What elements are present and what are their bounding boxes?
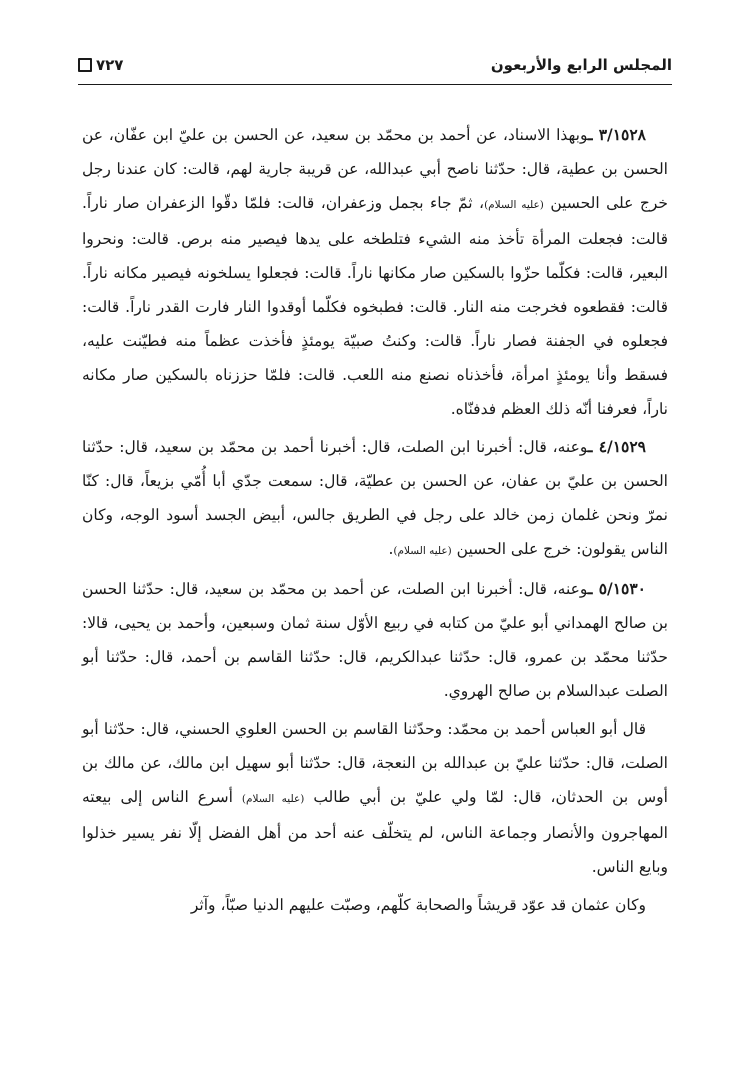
page-number-block <box>78 56 123 74</box>
paragraph-uthman <box>82 888 668 922</box>
page-number: ٧٢٧ <box>96 56 124 74</box>
paragraph-text: ، ثمّ جاء بجمل وزعفران، قالت: فلمّا دقّوا الزعفران صار ناراً. قالت: فجعلت المرأة تأخذ منه الشيء فتلطخه على يدها فيصير منه برص. قالت: ونحروا البعير، قالت: فكلّما حزّوا بالسكين صار مكانها ناراً. قالت: فجعلوا يسلخونه فيصير مكانه ناراً. قالت: فقطعوه فخرجت منه النار. قالت: فطبخوه فكلّما أوقدوا النار فارت القدر ناراً. قالت: فجعلوه في الجفنة فصار ناراً. قالت: وكنتُ صبيّة يومئذٍ فأخذت عظماً منه فطيّنت عليه، فسقط وأنا يومئذٍ امرأة، فأخذناه نصنع منه اللعب. قالت: فلمّا حززناه بالسكين صار مكانه ناراً، فعرفنا أنّه ذلك العظم فدفنّاه. <box>82 194 668 418</box>
paragraph-text: وعنه، قال: أخبرنا ابن الصلت، قال: أخبرنا أحمد بن محمّد بن سعيد، قال: حدّثنا الحسن بن عليّ بن عفان، عن الحسن بن عطيّة، قال: سمعت جدّي أبا أُمّي بزيعاً، قال: كنّا نمرّ ونحن غلمان زمن خالد على رجل في الطريق جالس، أبيض الجسد أسود الوجه، وكان الناس يقولون: خرج على الحسين <box>82 438 668 558</box>
paragraph-text: . <box>388 540 394 558</box>
paragraph-abbas <box>82 712 668 884</box>
paragraph-text: أسرع الناس إلى بيعته المهاجرون والأنصار وجماعة الناس، لم يتخلّف عنه أحد من أهل الفضل إلّا نفر يسير خذلوا وبايع الناس. <box>82 788 668 876</box>
paragraph-1528 <box>82 118 668 426</box>
honorific: (عليه السلام) <box>484 199 544 211</box>
paragraph-text: وبهذا الاسناد، عن أحمد بن محمّد بن سعيد، عن الحسن بن عليّ ابن عفّان، عن الحسن بن عطية، قال: حدّثنا ناصح أبي عبدالله، عن قريبة جارية لهم، قالت: كان عندنا رجل خرج على الحسين <box>82 126 668 212</box>
honorific: (عليه السلام) <box>393 545 452 557</box>
running-header <box>78 50 672 80</box>
hadith-number: ٥/١٥٣٠ ـ <box>587 579 646 598</box>
chapter-title: المجلس الرابع والأربعون <box>490 56 672 74</box>
paragraph-text: وعنه، قال: أخبرنا ابن الصلت، عن أحمد بن محمّد بن سعيد، قال: حدّثنا الحسن بن صالح الهمداني أبو عليّ من كتابه في ربيع الأوّل سنة ثمان وسبعين، وأحمد بن يحيى، قالا: حدّثنا محمّد بن عمرو، قال: حدّثنا عبدالكريم، قال: حدّثنا القاسم بن أحمد، قال: حدّثنا أبو الصلت عبدالسلام بن صالح الهروي. <box>82 580 668 700</box>
honorific: (عليه السلام) <box>241 793 305 805</box>
square-marker-icon <box>78 58 92 72</box>
paragraph-1530 <box>82 572 668 708</box>
hadith-number: ٤/١٥٢٩ ـ <box>587 437 647 456</box>
paragraph-text: قال أبو العباس أحمد بن محمّد: وحدّثنا القاسم بن الحسن العلوي الحسني، قال: حدّثنا أبو الصلت، قال: حدّثنا عليّ بن عبدالله بن النعجة، قال: حدّثنا أبو سهيل ابن مالك، عن مالك بن أوس بن الحدثان، قال: لمّا ولي عليّ بن أبي طالب <box>82 720 668 806</box>
body-text <box>82 118 668 926</box>
paragraph-1529 <box>82 430 668 568</box>
hadith-number: ٣/١٥٢٨ ـ <box>587 125 646 144</box>
header-rule <box>78 84 672 85</box>
paragraph-text: وكان عثمان قد عوّد قريشاً والصحابة كلّهم، وصبّت عليهم الدنيا صبّاً، وآثر <box>190 896 646 914</box>
